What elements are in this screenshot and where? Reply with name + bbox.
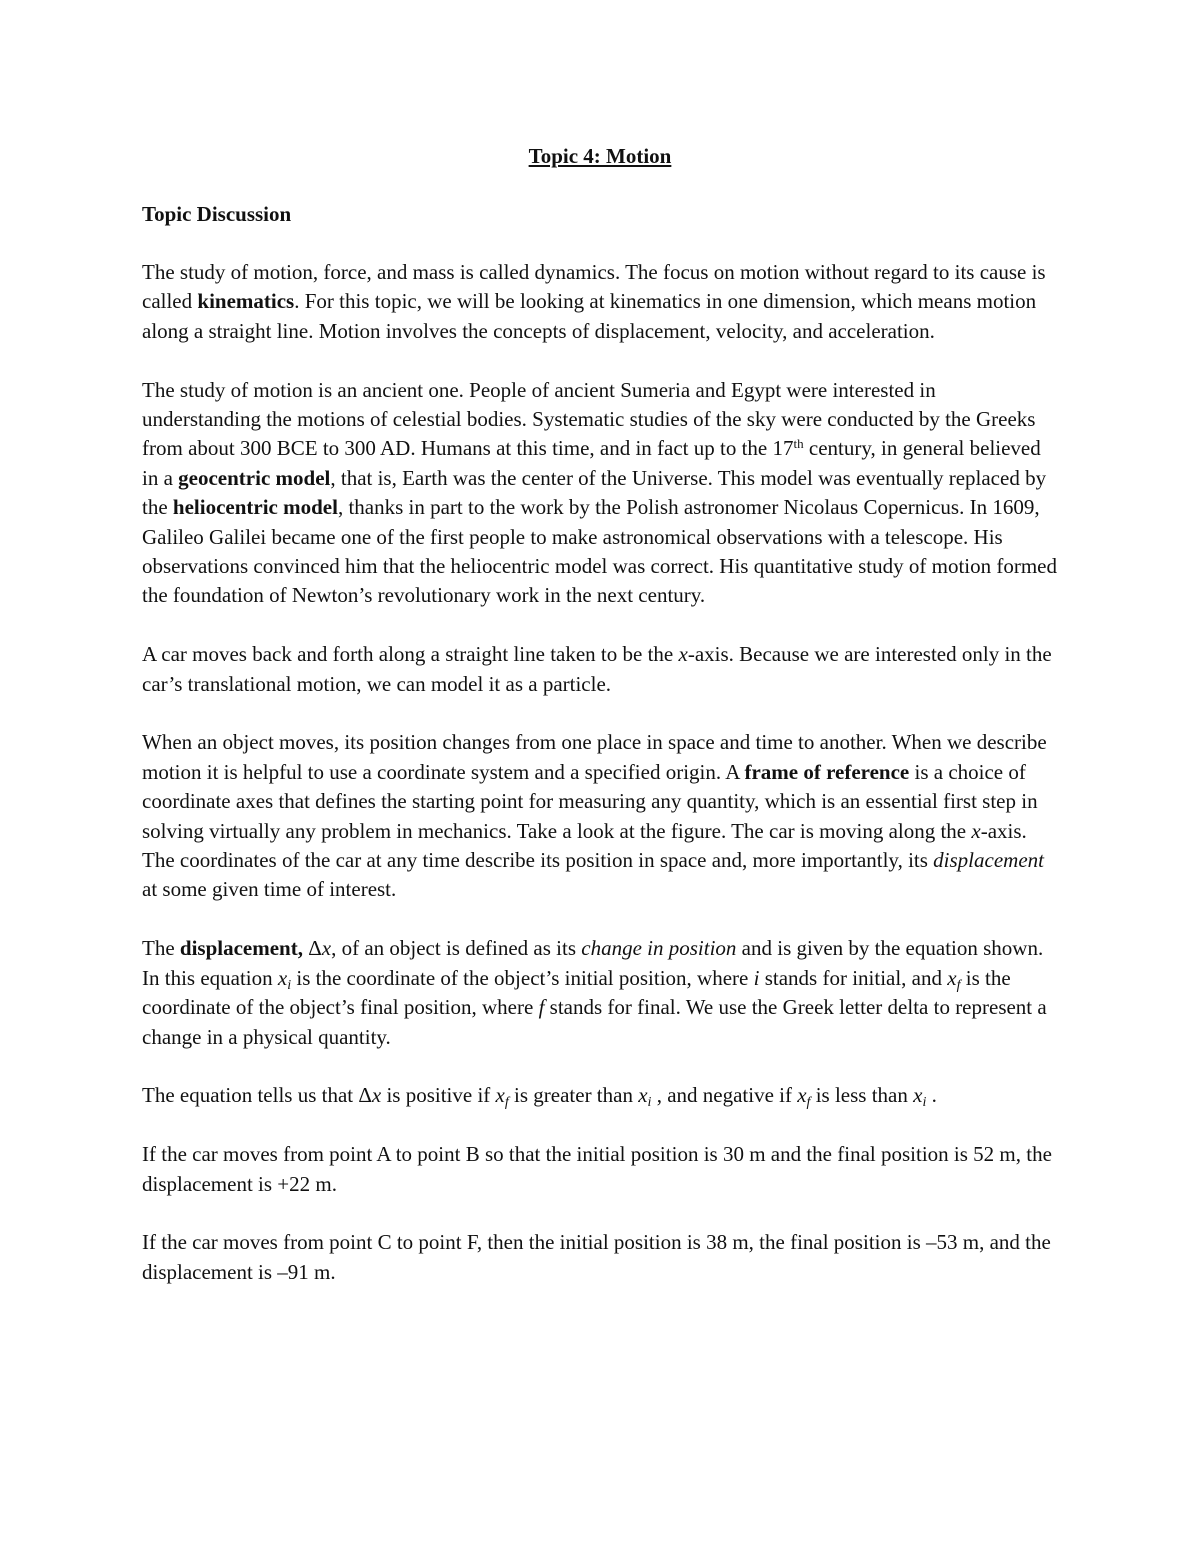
text: The study of motion is an ancient one. People of ancient Sumeria and Egypt were interested in understanding the motions of celestial bodies. Systematic studies of the sky were conducted by the Greeks from about 300 BCE to 300 AD. Humans at this time, and in fact up to the 17 (142, 377, 1036, 461)
variable-x: x (371, 1083, 382, 1108)
document-title: Topic 4: Motion (528, 144, 672, 168)
subscript: i (647, 1095, 652, 1111)
variable-i: i (753, 965, 760, 990)
paragraph-example-ab: If the car moves from point A to point B so that the initial position is 30 m and the final position is 52 m, the displacement is +22 m. (142, 1142, 1052, 1196)
subscript: f (956, 977, 961, 993)
delta-symbol: Δ (308, 936, 322, 961)
paragraph-displacement (142, 934, 1058, 1052)
text: . For this topic, we will be looking at kinematics in one dimension, which means motion along a straight line. Motion involves the concepts of displacement, velocity, and acceleration. (142, 289, 1037, 343)
term-displacement-italic: displacement (933, 848, 1044, 873)
subscript: i (287, 977, 292, 993)
term-change-in-position: change in position (581, 936, 737, 961)
text: stands for final. We use the Greek letter delta to represent a change in a physical quantity. (142, 995, 1047, 1049)
term-displacement: displacement, (179, 936, 309, 961)
variable-x: x (947, 965, 957, 990)
text: A car moves back and forth along a straight line taken to be the (142, 642, 679, 667)
text: is less than (810, 1083, 914, 1108)
paragraph-frame-of-reference (142, 728, 1058, 904)
text: is greater than (508, 1083, 639, 1108)
term-geocentric: geocentric model (178, 465, 331, 490)
text: When an object moves, its position changes from one place in space and time to another. When we describe motion it is helpful to use a coordinate system and a specified origin. A (142, 730, 1047, 784)
variable-f: f (538, 995, 545, 1020)
subscript: f (504, 1095, 509, 1111)
text: -axis. The coordinates of the car at any time describe its position in space and, more importantly, its (142, 818, 1027, 873)
text: , of an object is defined as its (331, 936, 582, 961)
text: . (926, 1083, 937, 1108)
text: The study of motion, force, and mass is called dynamics. The focus on motion without regard to its cause is called (142, 260, 1046, 314)
text: and is given by the equation shown. In this equation (142, 936, 1044, 990)
variable-x: x (638, 1083, 648, 1108)
text: , that is, Earth was the center of the Universe. This model was eventually replaced by the (142, 465, 1047, 520)
text: -axis. Because we are interested only in the car’s translational motion, we can model it as a particle. (142, 642, 1052, 696)
paragraph-dynamics (142, 258, 1058, 346)
variable-x: x (321, 936, 332, 961)
subscript: i (922, 1095, 927, 1111)
superscript: th (793, 436, 804, 452)
variable-x: x (971, 818, 981, 843)
paragraph-car (142, 640, 1058, 699)
section-heading: Topic Discussion (142, 202, 292, 226)
text: , and negative if (651, 1083, 798, 1108)
variable-x: x (277, 965, 288, 990)
variable-x: x (913, 1083, 923, 1108)
paragraph-example-cf: If the car moves from point C to point F, then the initial position is 38 m, the final position is –53 m, and the displacement is –91 m. (142, 1230, 1051, 1284)
term-heliocentric: heliocentric model (172, 495, 338, 520)
text: is the coordinate of the object’s final position, where (142, 965, 1011, 1020)
variable-x: x (797, 1083, 807, 1108)
term-frame-of-reference: frame of reference (744, 759, 910, 784)
text: , thanks in part to the work by the Polish astronomer Nicolaus Copernicus. In 1609, Galileo Galilei became one of the first people to make astronomical observations with a telescope. His observations convinced him that the heliocentric model was correct. His quantitative study of motion formed the foundation of Newton’s revolutionary work in the next century. (142, 495, 1058, 608)
subscript: f (806, 1095, 811, 1111)
text: The (142, 936, 180, 961)
text: is positive if (381, 1083, 496, 1108)
text: stands for initial, and (759, 965, 948, 990)
variable-x: x (495, 1083, 505, 1108)
text: at some given time of interest. (142, 877, 397, 902)
text: is the coordinate of the object’s initial position, where (291, 965, 754, 990)
variable-x: x (678, 642, 688, 667)
text: century, in general believed in a (142, 436, 1041, 490)
paragraph-history (142, 376, 1058, 611)
paragraph-sign-of-displacement (142, 1081, 1058, 1110)
term-kinematics: kinematics (197, 289, 295, 314)
text: The equation tells us that Δ (142, 1083, 372, 1108)
text: is a choice of coordinate axes that defines the starting point for measuring any quantity, which is an essential first step in solving virtually any problem in mechanics. Take a look at the figure. The car is moving along the (142, 759, 1038, 843)
document-page (142, 142, 1058, 1317)
